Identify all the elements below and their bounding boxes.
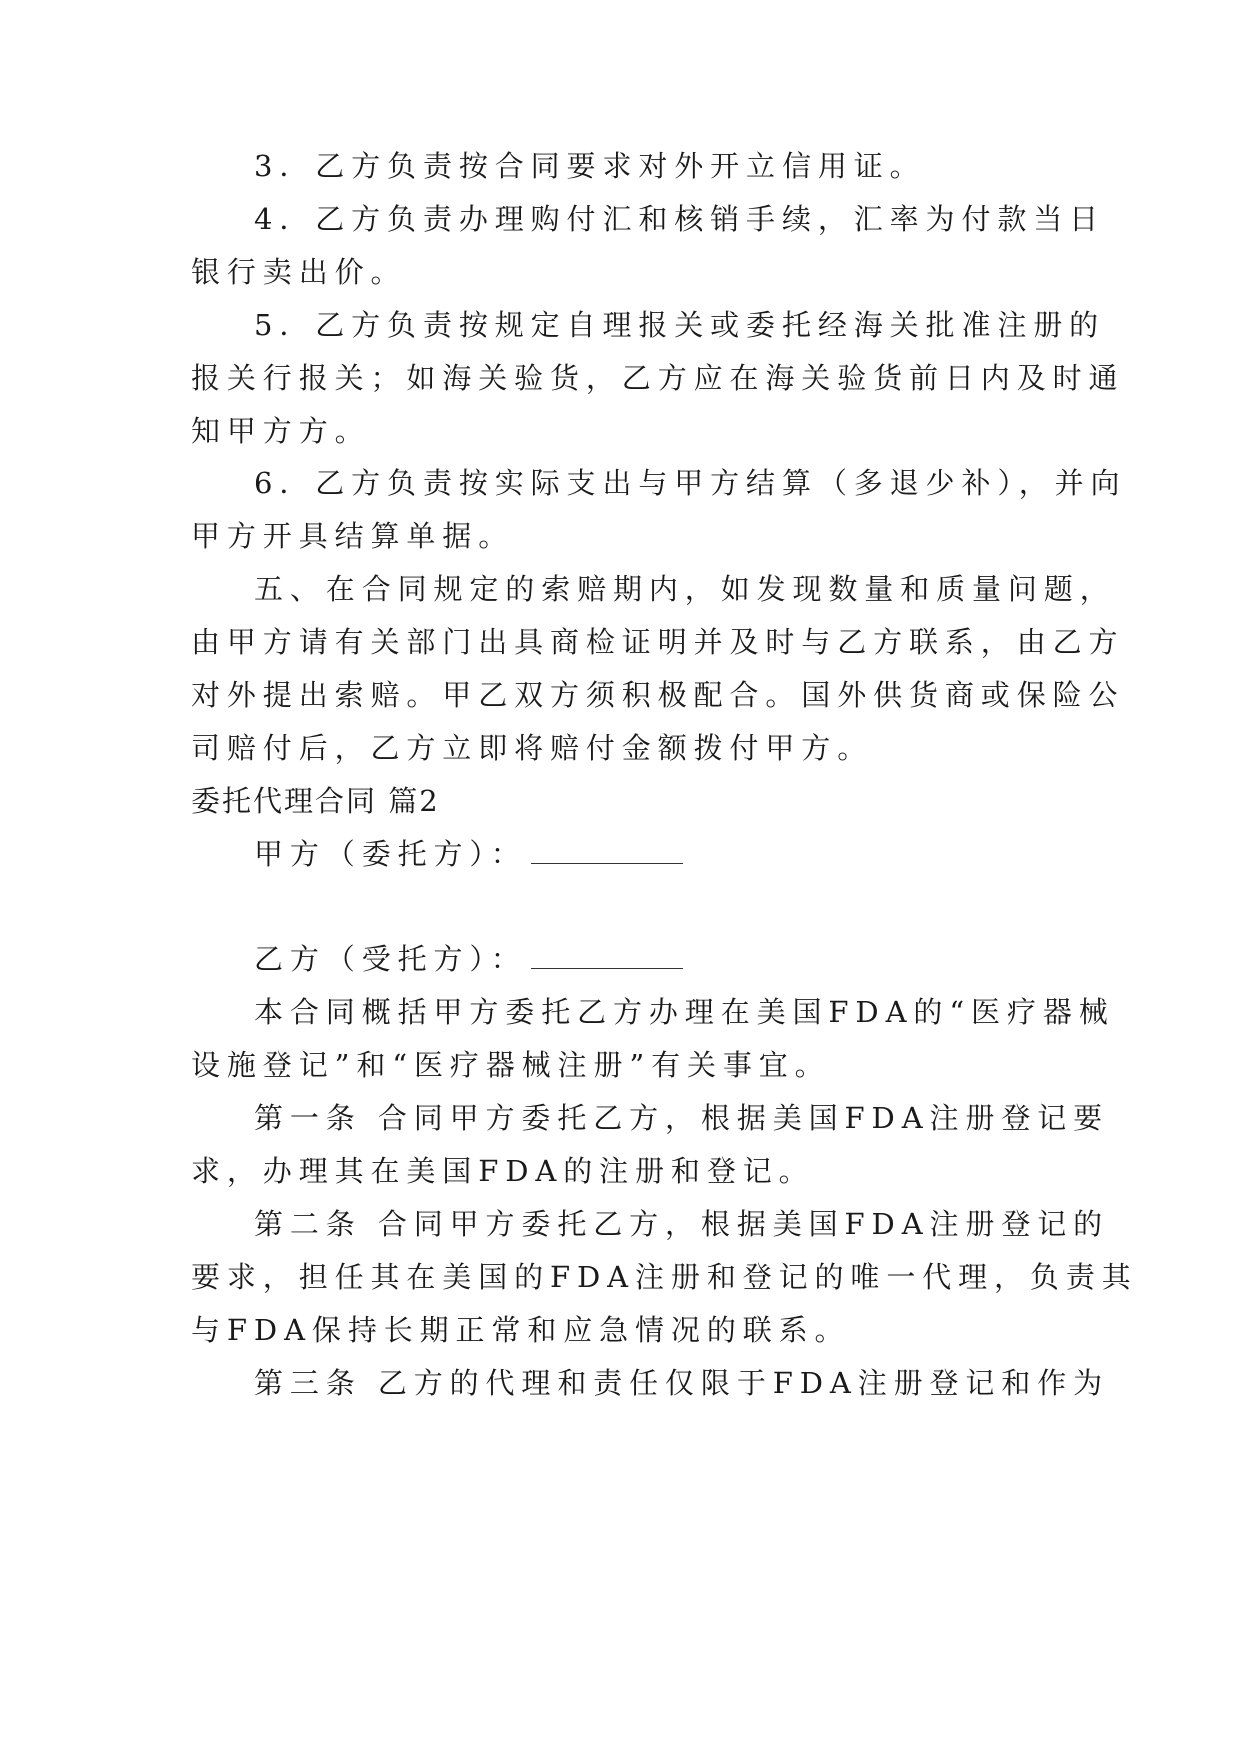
paragraph-line: 知甲方方。: [191, 414, 371, 448]
party-b-label: 乙方（受托方）：: [254, 942, 527, 976]
paragraph-line: 6．乙方负责按实际支出与甲方结算（多退少补），并向: [254, 466, 1127, 500]
paragraph-line: 对外提出索赔。甲乙双方须积极配合。国外供货商或保险公: [191, 678, 1125, 712]
paragraph-line: 银行卖出价。: [191, 255, 407, 289]
paragraph-line: 第一条 合同甲方委托乙方，根据美国FDA注册登记要: [254, 1101, 1110, 1135]
paragraph-line: 甲方开具结算单据。: [191, 519, 515, 553]
paragraph-line: 要求，担任其在美国的FDA注册和登记的唯一代理，负责其: [191, 1260, 1138, 1294]
paragraph-line: 求，办理其在美国FDA的注册和登记。: [191, 1154, 815, 1188]
party-b-blank: [531, 942, 683, 969]
section-heading: 委托代理合同 篇2: [191, 784, 440, 818]
paragraph-line: 4．乙方负责办理购付汇和核销手续，汇率为付款当日: [254, 202, 1106, 236]
party-b-line: [254, 939, 683, 979]
party-a-blank: [531, 837, 683, 864]
paragraph-line: 第三条 乙方的代理和责任仅限于FDA注册登记和作为: [254, 1366, 1110, 1400]
party-a-label: 甲方（委托方）：: [254, 837, 527, 871]
paragraph-line: 第二条 合同甲方委托乙方，根据美国FDA注册登记的: [254, 1207, 1110, 1241]
paragraph-line: 设施登记”和“医疗器械注册”有关事宜。: [191, 1048, 831, 1082]
paragraph-line: 由甲方请有关部门出具商检证明并及时与乙方联系，由乙方: [191, 625, 1125, 659]
paragraph-line: 报关行报关；如海关验货，乙方应在海关验货前日内及时通: [191, 361, 1125, 395]
paragraph-line: 与FDA保持长期正常和应急情况的联系。: [191, 1313, 851, 1347]
paragraph-line: 司赔付后，乙方立即将赔付金额拨付甲方。: [191, 731, 874, 765]
paragraph-line: 5．乙方负责按规定自理报关或委托经海关批准注册的: [254, 308, 1106, 342]
paragraph-line: 3．乙方负责按合同要求对外开立信用证。: [254, 149, 926, 183]
paragraph-line: 五、在合同规定的索赔期内，如发现数量和质量问题，: [254, 572, 1116, 606]
party-a-line: [254, 834, 683, 874]
paragraph-line: 本合同概括甲方委托乙方办理在美国FDA的“医疗器械: [254, 995, 1115, 1029]
